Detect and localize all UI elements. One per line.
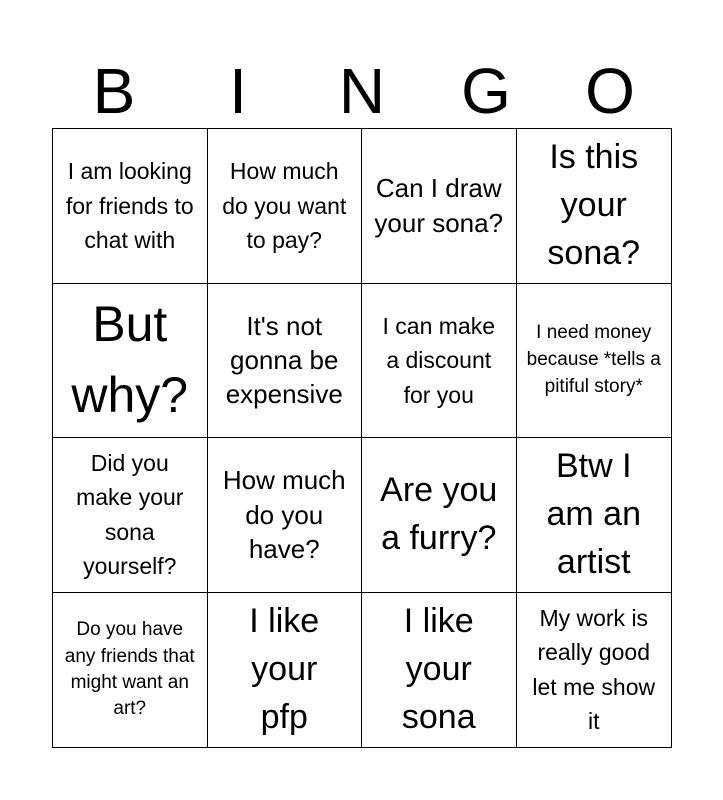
bingo-cell-text: Is this your sona? [547,138,641,272]
bingo-cell-text: Are you a furry? [380,471,498,557]
bingo-cell[interactable] [362,284,517,439]
bingo-cell-text: But why? [71,296,189,424]
bingo-cell[interactable] [362,593,517,748]
bingo-board [52,128,672,748]
bingo-cell-text: I need money because *tells a pitiful story* [526,321,661,397]
bingo-cell-text: I like your pfp [249,602,320,736]
bingo-cell-text: Btw I am an artist [546,447,641,581]
bingo-cell[interactable] [362,129,517,284]
bingo-cell[interactable] [517,593,672,748]
bingo-header [52,55,672,127]
bingo-cell-text: Do you have any friends that might want an art? [64,619,195,719]
bingo-grid [53,129,671,747]
bingo-cell[interactable] [208,129,363,284]
bingo-cell-text: My work is really good let me show it [532,604,656,735]
bingo-cell-text: I like your sona [401,602,476,736]
bingo-cell[interactable] [208,284,363,439]
bingo-cell[interactable] [517,438,672,593]
bingo-cell-text: I am looking for friends to chat with [65,158,194,253]
header-letter-g: G [461,55,511,127]
bingo-cell-text: How much do you want to pay? [222,158,347,253]
bingo-cell[interactable] [517,284,672,439]
bingo-cell-text: How much do you have? [222,465,346,564]
header-letter-o: O [585,55,635,127]
header-letter-n: N [338,55,386,127]
bingo-cell[interactable] [208,593,363,748]
header-letter-i: I [229,55,247,127]
bingo-cell-text: It's not gonna be expensive [225,310,343,410]
bingo-cell[interactable] [53,284,208,439]
bingo-cell-text: Can I draw your sona? [374,173,504,238]
header-letter-b: B [92,55,136,127]
bingo-cell[interactable] [53,129,208,284]
bingo-cell-text: I can make a discount for you [382,312,495,408]
bingo-cell[interactable] [208,438,363,593]
bingo-cell[interactable] [362,438,517,593]
bingo-cell-text: Did you make your sona yourself? [76,449,184,580]
bingo-cell[interactable] [517,129,672,284]
bingo-cell[interactable] [53,438,208,593]
bingo-cell[interactable] [53,593,208,748]
